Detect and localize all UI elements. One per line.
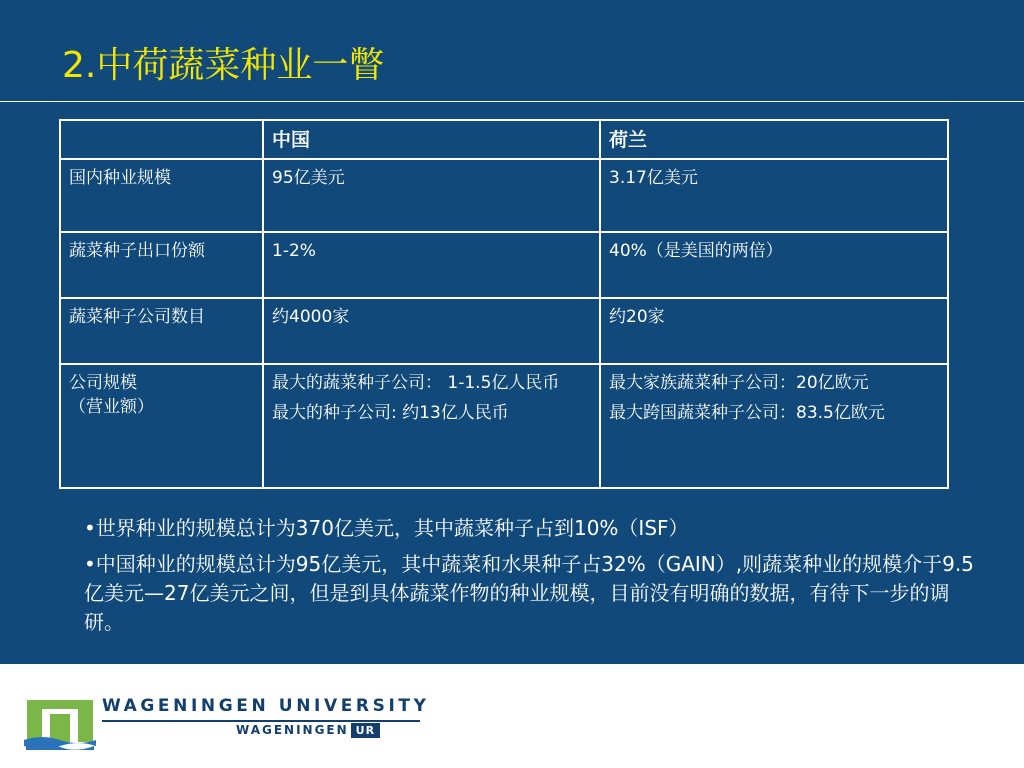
cell-text: 3.17亿美元	[609, 168, 698, 188]
row-label-cell	[60, 364, 263, 488]
cell-text: 95亿美元	[272, 168, 345, 188]
cell-text: 最大的蔬菜种子公司： 1-1.5亿人民币	[272, 373, 560, 393]
wageningen-logo-icon	[24, 698, 96, 750]
bullet-item: •世界种业的规模总计为370亿美元，其中蔬菜种子占到10%（ISF）	[84, 516, 689, 540]
bullet-item: •中国种业的规模总计为95亿美元，其中蔬菜和水果种子占32%（GAIN）,则蔬菜种业的规模介于9.5亿美元—27亿美元之间，但是到具体蔬菜作物的种业规模，目前没有明确的数据，有待下一步的调研。	[84, 552, 974, 634]
table-row	[60, 232, 948, 298]
cell-text: 蔬菜种子出口份额	[69, 241, 205, 261]
title-divider	[0, 101, 1024, 102]
table-row	[60, 159, 948, 232]
table-header-row	[60, 120, 948, 159]
cell-text: 国内种业规模	[69, 168, 171, 188]
china-value-cell	[263, 364, 600, 488]
table-row	[60, 364, 948, 488]
slide-title: 2.中荷蔬菜种业一瞥	[62, 45, 385, 86]
china-value-cell	[263, 232, 600, 298]
cell-text: （营业额）	[69, 397, 154, 417]
table-row	[60, 298, 948, 364]
cell-text: 蔬菜种子公司数目	[69, 307, 205, 327]
wageningen-ur-wordmark	[236, 723, 380, 738]
cell-text: 最大家族蔬菜种子公司：20亿欧元	[609, 373, 869, 393]
cell-text: 约20家	[609, 307, 665, 327]
footer-band	[0, 664, 1024, 768]
row-label-cell	[60, 298, 263, 364]
china-value-cell	[263, 298, 600, 364]
comparison-table	[59, 119, 949, 489]
table-header-cell: 荷兰	[600, 120, 948, 159]
row-label-cell	[60, 232, 263, 298]
row-label-cell	[60, 159, 263, 232]
cell-text: 40%（是美国的两倍）	[609, 241, 783, 261]
table-header-cell: 中国	[263, 120, 600, 159]
university-name-divider	[102, 720, 420, 722]
cell-text: 公司规模	[69, 373, 137, 393]
cell-text: 1-2%	[272, 241, 316, 261]
bullet-list	[84, 514, 984, 644]
wageningen-ur-word: WAGENINGEN	[236, 723, 349, 737]
cell-text: 约4000家	[272, 307, 350, 327]
netherlands-value-cell	[600, 232, 948, 298]
wageningen-ur-badge: UR	[351, 723, 380, 738]
netherlands-value-cell	[600, 159, 948, 232]
cell-text: 最大的种子公司: 约13亿人民币	[272, 403, 509, 423]
university-name: WAGENINGEN UNIVERSITY	[102, 696, 430, 716]
netherlands-value-cell	[600, 298, 948, 364]
china-value-cell	[263, 159, 600, 232]
cell-text: 最大跨国蔬菜种子公司：83.5亿欧元	[609, 403, 885, 423]
table-header-cell	[60, 120, 263, 159]
netherlands-value-cell	[600, 364, 948, 488]
